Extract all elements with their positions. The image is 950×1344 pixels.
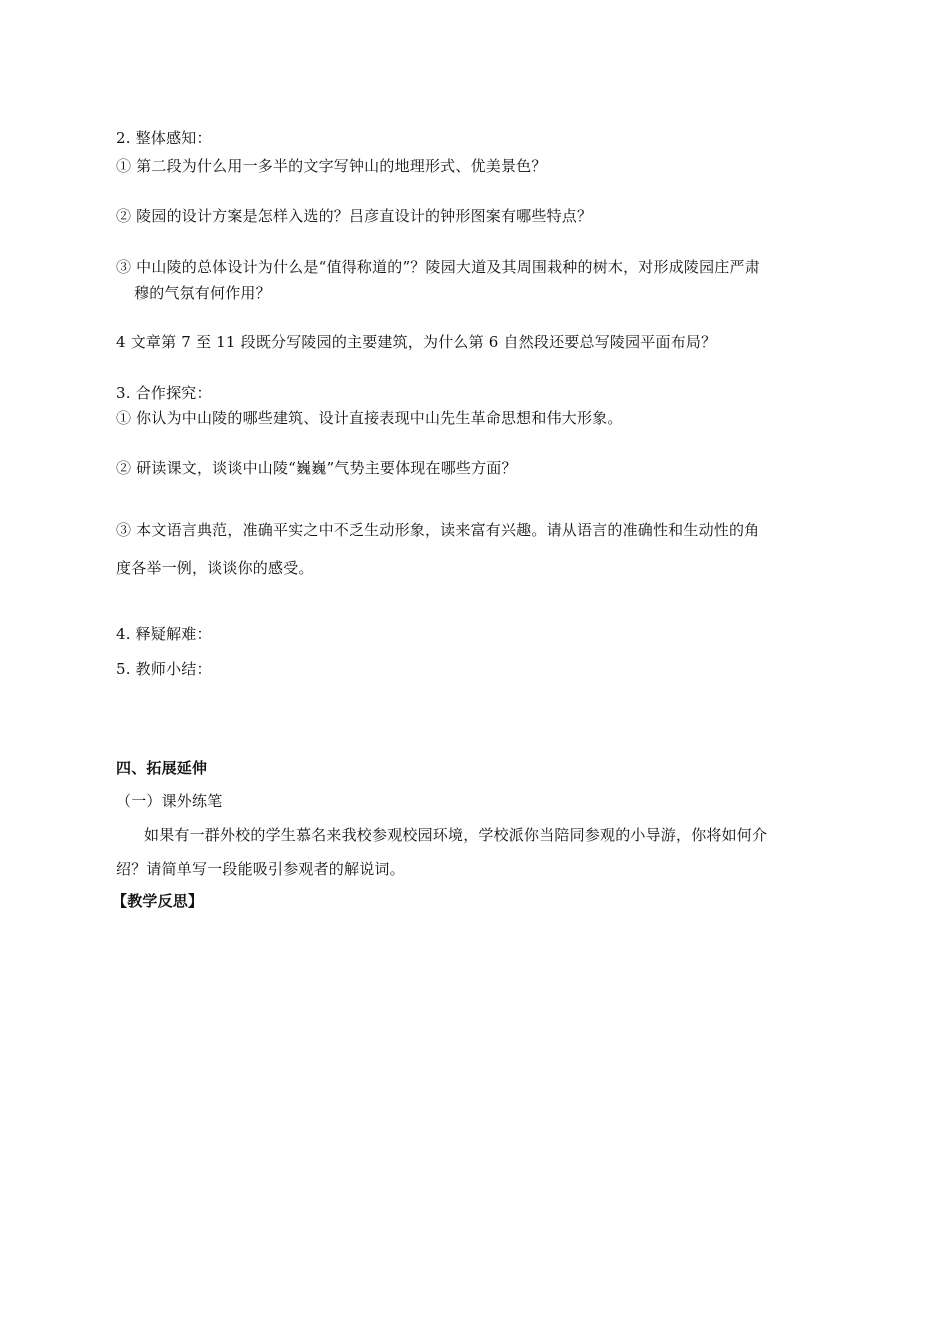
section3-question-3-line-1: ③ 本文语言典范，准确平实之中不乏生动形象，读来富有兴趣。请从语言的准确性和生动性的角 <box>116 521 760 539</box>
section2-question-3-line-2: 穆的气氛有何作用？ <box>134 284 271 302</box>
section5-heading: 5. 教师小结： <box>116 660 212 678</box>
section4-heading: 4. 释疑解难： <box>116 625 212 643</box>
extension-sub-heading: （一）课外练笔 <box>116 792 223 810</box>
section2-question-3-line-1: ③ 中山陵的总体设计为什么是“值得称道的”？陵园大道及其周围栽种的树木，对形成陵园庄严肃 <box>116 258 760 276</box>
section2-question-1: ① 第二段为什么用一多半的文字写钟山的地理形式、优美景色？ <box>116 157 547 175</box>
extension-paragraph-line-2: 绍？请简单写一段能吸引参观者的解说词。 <box>116 860 405 878</box>
section2-question-4: 4 文章第 7 至 11 段既分写陵园的主要建筑，为什么第 6 自然段还要总写陵园平面布局？ <box>116 333 717 351</box>
section3-question-2: ② 研读课文，谈谈中山陵“巍巍”气势主要体现在哪些方面？ <box>116 459 517 477</box>
extension-paragraph-line-1: 如果有一群外校的学生慕名来我校参观校园环境，学校派你当陪同参观的小导游，你将如何介 <box>144 826 768 844</box>
section2-question-2: ② 陵园的设计方案是怎样入选的？吕彦直设计的钟形图案有哪些特点？ <box>116 207 593 225</box>
extension-heading: 四、拓展延伸 <box>116 759 208 777</box>
section3-heading: 3. 合作探究： <box>116 384 212 402</box>
section3-question-1: ① 你认为中山陵的哪些建筑、设计直接表现中山先生革命思想和伟大形象。 <box>116 409 623 427</box>
reflection-heading: 【教学反思】 <box>112 892 204 910</box>
section2-heading: 2. 整体感知： <box>116 129 212 147</box>
section3-question-3-line-2: 度各举一例，谈谈你的感受。 <box>116 559 314 577</box>
